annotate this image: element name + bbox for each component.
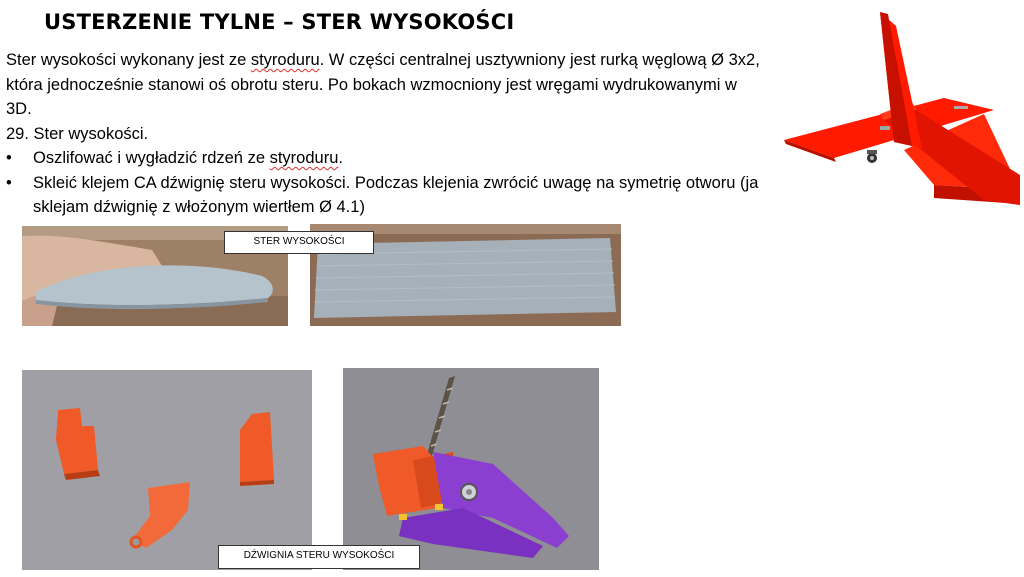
page-title: USTERZENIE TYLNE – STER WYSOKOŚCI: [44, 10, 515, 34]
bullet-1-styrodur-word: styroduru: [269, 149, 339, 167]
bullet-2-text: Skleić klejem CA dźwignię steru wysokości. Podczas klejenia zwrócić uwagę na symetrię otworu (ja sklejam dźwignię z włożonym wiertłem Ø 4.1): [33, 173, 759, 216]
intro-text-2: . W części centralnej usztywniony jest rurką węglową Ø 3x2, która jednocześnie stanowi oś obrotu steru. Po bokach wzmocniony jest wręgami wydrukowanymi w 3D.: [6, 51, 760, 118]
bullet-1-end: .: [338, 149, 343, 167]
intro-styrodur-word: styroduru: [250, 51, 320, 69]
lever-parts-photo: [22, 370, 312, 570]
tail-model-render: [784, 10, 1020, 206]
step-bullets: [6, 146, 766, 220]
bullet-item: [6, 146, 766, 171]
lever-clamp-photo: [343, 368, 599, 570]
caption-dzwignia: DŹWIGNIA STERU WYSOKOŚCI: [218, 545, 420, 569]
step-heading: 29. Ster wysokości.: [6, 124, 149, 143]
body-text: [6, 48, 766, 220]
bullet-item: [6, 171, 766, 220]
caption-ster-wysokosci: STER WYSOKOŚCI: [224, 231, 374, 254]
intro-paragraph: [6, 48, 766, 122]
bullet-1-text: Oszlifować i wygładzić rdzeń ze: [33, 149, 270, 167]
intro-text-1: Ster wysokości wykonany jest ze: [6, 51, 251, 69]
